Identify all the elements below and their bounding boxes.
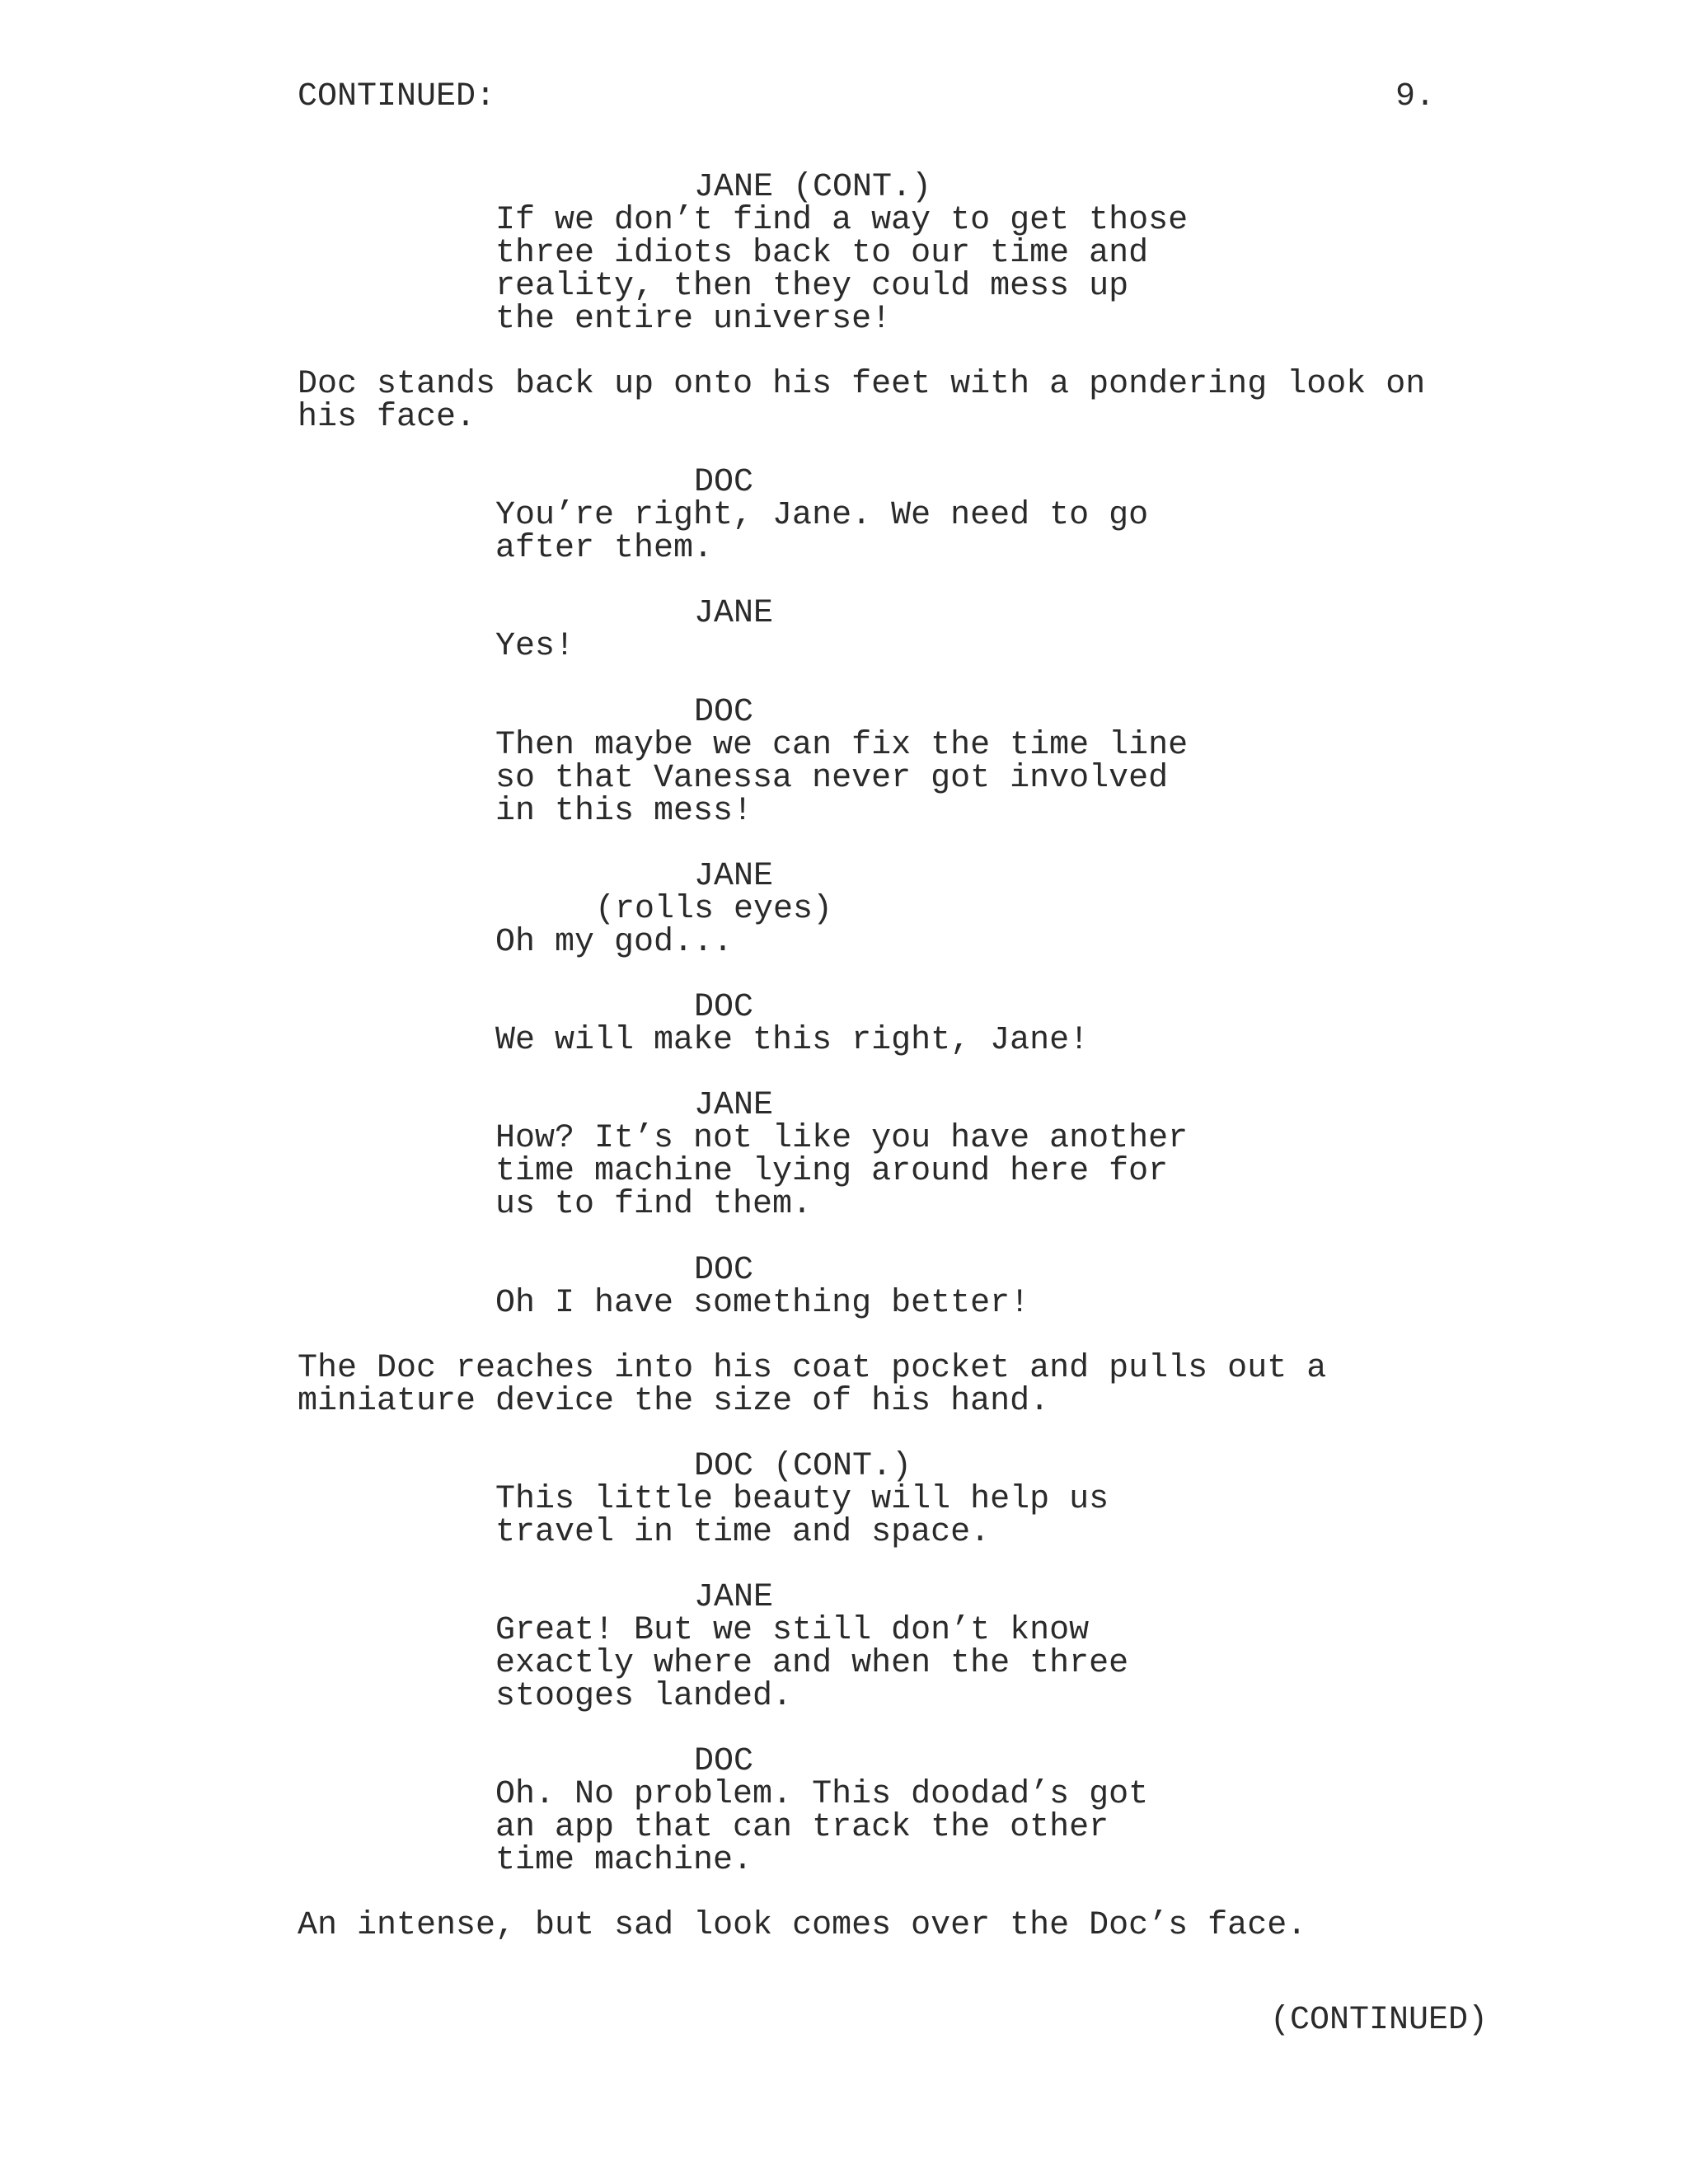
- character-name: DOC: [694, 989, 754, 1026]
- dialogue-line: Great! But we still don’t know: [495, 1612, 1090, 1649]
- character-cue: [694, 1448, 912, 1485]
- dialogue-line: reality, then they could mess up: [495, 268, 1129, 305]
- character-cue: [694, 696, 753, 729]
- dialogue-block: [495, 729, 1188, 828]
- character-name: DOC: [694, 464, 754, 501]
- dialogue-block: [495, 499, 1148, 565]
- dialogue-line: We will make this right, Jane!: [495, 1022, 1090, 1059]
- dialogue-block: [495, 926, 733, 959]
- action-block: [298, 1352, 1326, 1418]
- dialogue-line: in this mess!: [495, 793, 753, 830]
- action-block: [298, 368, 1425, 434]
- dialogue-line: How? It’s not like you have another: [495, 1120, 1189, 1157]
- dialogue-block: [495, 1024, 1089, 1057]
- character-name: DOC: [694, 694, 754, 731]
- dialogue-block: [495, 1612, 1129, 1715]
- dialogue-line: Oh. No problem. This doodad’s got: [495, 1776, 1149, 1813]
- character-cue: [694, 595, 774, 632]
- character-name: JANE: [694, 1087, 774, 1124]
- dialogue-line: travel in time and space.: [495, 1514, 991, 1551]
- character-name: JANE: [694, 595, 774, 632]
- action-line: his face.: [298, 399, 476, 436]
- action-line: An intense, but sad look comes over the Doc’s face.: [298, 1907, 1307, 1944]
- dialogue-line: an app that can track the other: [495, 1809, 1109, 1846]
- parenthetical-line: (rolls eyes): [595, 891, 833, 928]
- action-line: The Doc reaches into his coat pocket and pulls out a: [298, 1350, 1327, 1387]
- character-cue: [694, 1743, 754, 1780]
- character-name: JANE: [694, 858, 774, 895]
- dialogue-line: Yes!: [495, 628, 575, 665]
- character-cue: [694, 1254, 753, 1287]
- dialogue-line: exactly where and when the three: [495, 1645, 1129, 1682]
- dialogue-block: [495, 1287, 1029, 1320]
- dialogue-line: so that Vanessa never got involved: [495, 760, 1169, 797]
- dialogue-line: after them.: [495, 530, 714, 567]
- dialogue-block: [495, 630, 574, 663]
- character-name: DOC (CONT.): [694, 1448, 912, 1485]
- dialogue-line: the entire universe!: [495, 301, 892, 338]
- dialogue-line: time machine lying around here for: [495, 1153, 1169, 1190]
- character-cue: [694, 1087, 774, 1124]
- action-line: miniature device the size of his hand.: [298, 1383, 1050, 1420]
- page-number: 9.: [1395, 78, 1436, 115]
- action-block: [298, 1907, 1307, 1944]
- character-cue: [694, 860, 773, 893]
- character-cue: [694, 1579, 774, 1616]
- parenthetical: [595, 893, 832, 926]
- dialogue-line: Oh my god...: [495, 924, 734, 961]
- dialogue-block: [495, 204, 1188, 336]
- character-cue: [694, 991, 753, 1024]
- dialogue-line: us to find them.: [495, 1186, 813, 1223]
- dialogue-block: [495, 1483, 1109, 1549]
- character-name: JANE (CONT.): [694, 169, 932, 206]
- character-name: DOC: [694, 1252, 754, 1289]
- continued-footer: (CONTINUED): [1270, 2002, 1489, 2039]
- dialogue-line: three idiots back to our time and: [495, 235, 1149, 272]
- character-cue: [694, 466, 753, 499]
- dialogue-line: Then maybe we can fix the time line: [495, 727, 1189, 764]
- character-name: JANE: [694, 1579, 774, 1616]
- dialogue-line: You’re right, Jane. We need to go: [495, 497, 1149, 534]
- character-name: DOC: [694, 1743, 754, 1780]
- character-cue: [694, 171, 931, 204]
- dialogue-line: time machine.: [495, 1842, 753, 1879]
- dialogue-line: If we don’t find a way to get those: [495, 202, 1189, 239]
- dialogue-block: [495, 1122, 1188, 1221]
- dialogue-line: stooges landed.: [495, 1678, 793, 1715]
- continued-header: CONTINUED:: [298, 78, 496, 115]
- action-line: Doc stands back up onto his feet with a pondering look on: [298, 366, 1426, 403]
- dialogue-line: Oh I have something better!: [495, 1285, 1030, 1322]
- dialogue-block: [495, 1776, 1149, 1879]
- dialogue-line: This little beauty will help us: [495, 1481, 1109, 1518]
